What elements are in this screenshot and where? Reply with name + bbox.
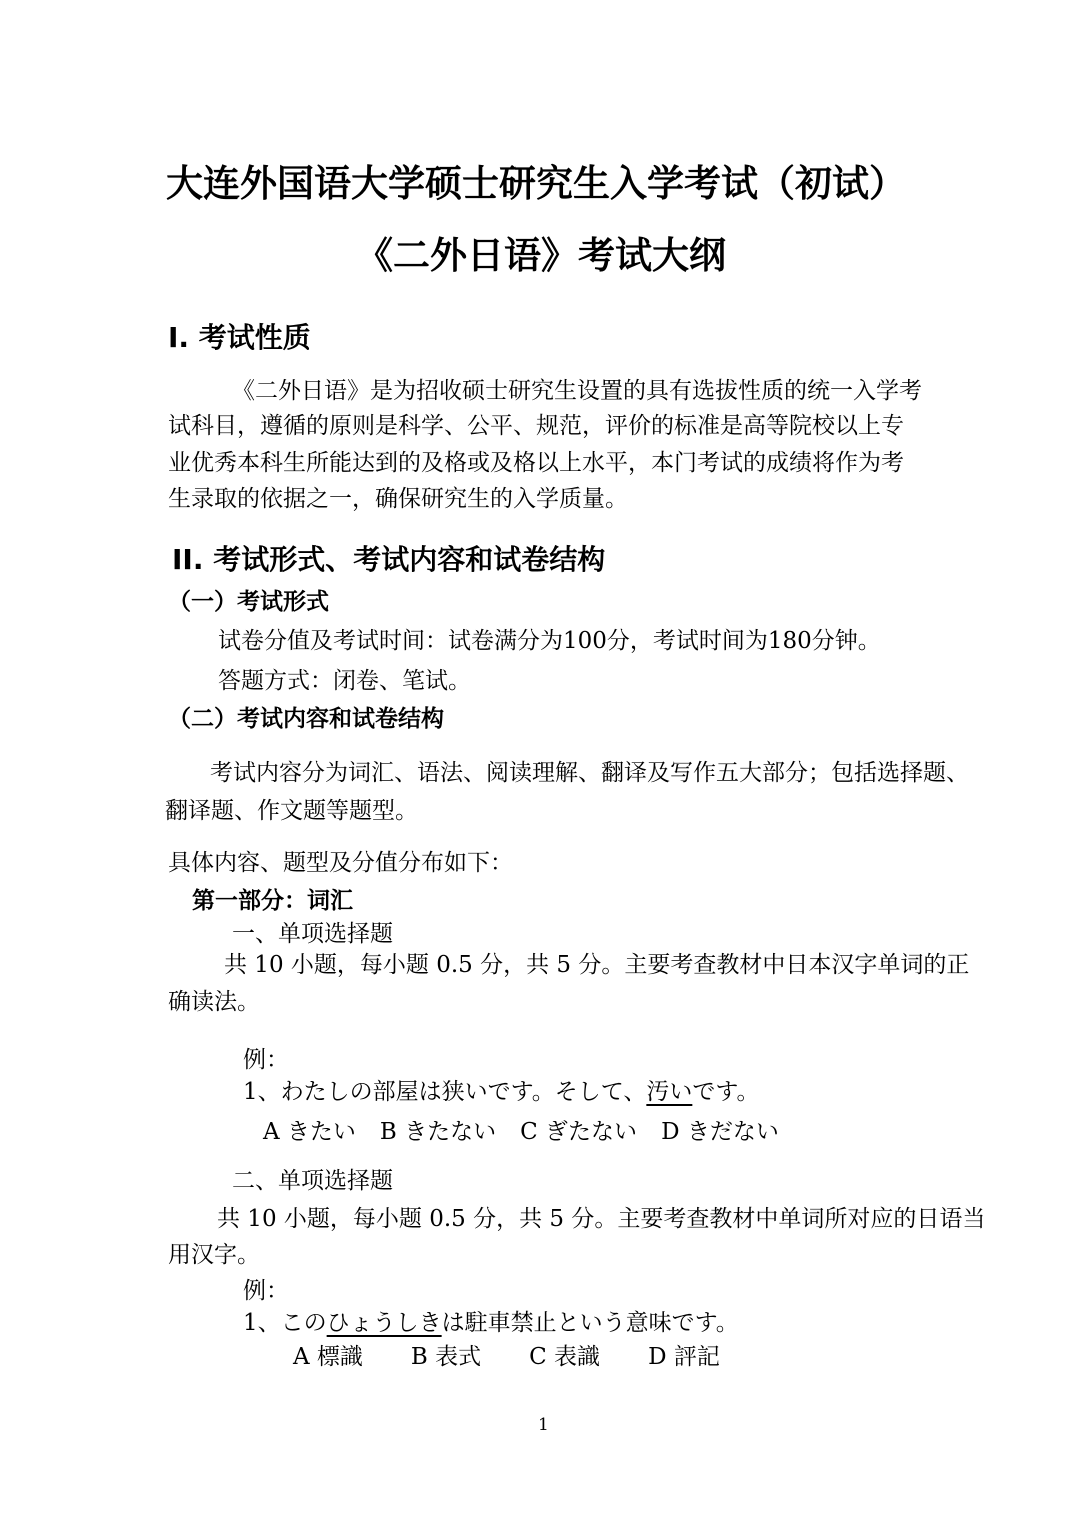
q2-option-d: D 評記 xyxy=(648,1344,720,1370)
q2-description-line1: 共 10 小题，每小题 0.5 分，共 5 分。主要考查教材中单词所对应的日语当 xyxy=(217,1206,986,1232)
q1-option-c: C ぎたない xyxy=(520,1119,638,1145)
q2-example-sentence xyxy=(243,1304,739,1337)
q2-option-b: B 表式 xyxy=(410,1344,482,1370)
sub2-paragraph-line1: 考试内容分为词汇、语法、阅读理解、翻译及写作五大部分；包括选择题、 xyxy=(210,760,969,786)
q1-example-label: 例： xyxy=(243,1047,289,1073)
content-intro: 具体内容、题型及分值分布如下： xyxy=(168,850,513,876)
q2-option-a: A 標識 xyxy=(293,1344,363,1370)
q1-option-a: A きたい xyxy=(263,1119,356,1145)
q1-options xyxy=(263,1113,779,1146)
section1-paragraph-line2: 试科目，遵循的原则是科学、公平、规范，评价的标准是高等院校以上专 xyxy=(168,413,904,439)
section1-paragraph-line4: 生录取的依据之一，确保研究生的入学质量。 xyxy=(168,486,628,512)
sub1-line2: 答题方式：闭卷、笔试。 xyxy=(218,668,471,694)
document-title-line1: 大连外国语大学硕士研究生入学考试（初试） xyxy=(166,162,906,205)
page-number: 1 xyxy=(538,1415,549,1435)
q1-example-sentence xyxy=(243,1073,760,1106)
q2-option-c: C 表識 xyxy=(529,1344,601,1370)
q2-description-line2: 用汉字。 xyxy=(168,1242,260,1268)
q1-description-line1: 共 10 小题，每小题 0.5 分，共 5 分。主要考查教材中日本汉字单词的正 xyxy=(224,952,970,978)
section1-paragraph-line3: 业优秀本科生所能达到的及格或及格以上水平，本门考试的成绩将作为考 xyxy=(168,450,904,476)
part1-heading: 第一部分：词汇 xyxy=(192,888,353,914)
sub1-line1: 试卷分值及考试时间：试卷满分为100分，考试时间为180分钟。 xyxy=(218,628,881,654)
section2-heading: II. 考试形式、考试内容和试卷结构 xyxy=(172,543,606,576)
sub2-paragraph-line2: 翻译题、作文题等题型。 xyxy=(165,798,418,824)
sub2-heading: （二）考试内容和试卷结构 xyxy=(168,706,444,732)
q1-title: 一、单项选择题 xyxy=(232,921,393,947)
q1-sentence-after: です。 xyxy=(692,1079,760,1105)
q2-options xyxy=(293,1338,720,1371)
q2-sentence-underlined: ひょうしき xyxy=(326,1310,442,1336)
q2-sentence-before: 1、この xyxy=(243,1310,327,1336)
section1-paragraph-line1: 《二外日语》是为招收硕士研究生设置的具有选拔性质的统一入学考 xyxy=(232,378,922,404)
q1-description-line2: 确读法。 xyxy=(168,989,260,1015)
document-title-line2: 《二外日语》考试大纲 xyxy=(356,234,726,277)
section1-heading: I. 考试性质 xyxy=(168,321,311,354)
q1-option-b: B きたない xyxy=(379,1119,497,1145)
q2-title: 二、单项选择题 xyxy=(232,1168,393,1194)
q1-option-d: D きだない xyxy=(661,1119,779,1145)
q1-sentence-underlined: 汚い xyxy=(646,1079,693,1105)
sub1-heading: （一）考试形式 xyxy=(168,589,329,615)
q2-sentence-after: は駐車禁止という意味です。 xyxy=(441,1310,739,1336)
q1-sentence-before: 1、わたしの部屋は狭いです。そして、 xyxy=(243,1079,647,1105)
q2-example-label: 例： xyxy=(243,1278,289,1304)
